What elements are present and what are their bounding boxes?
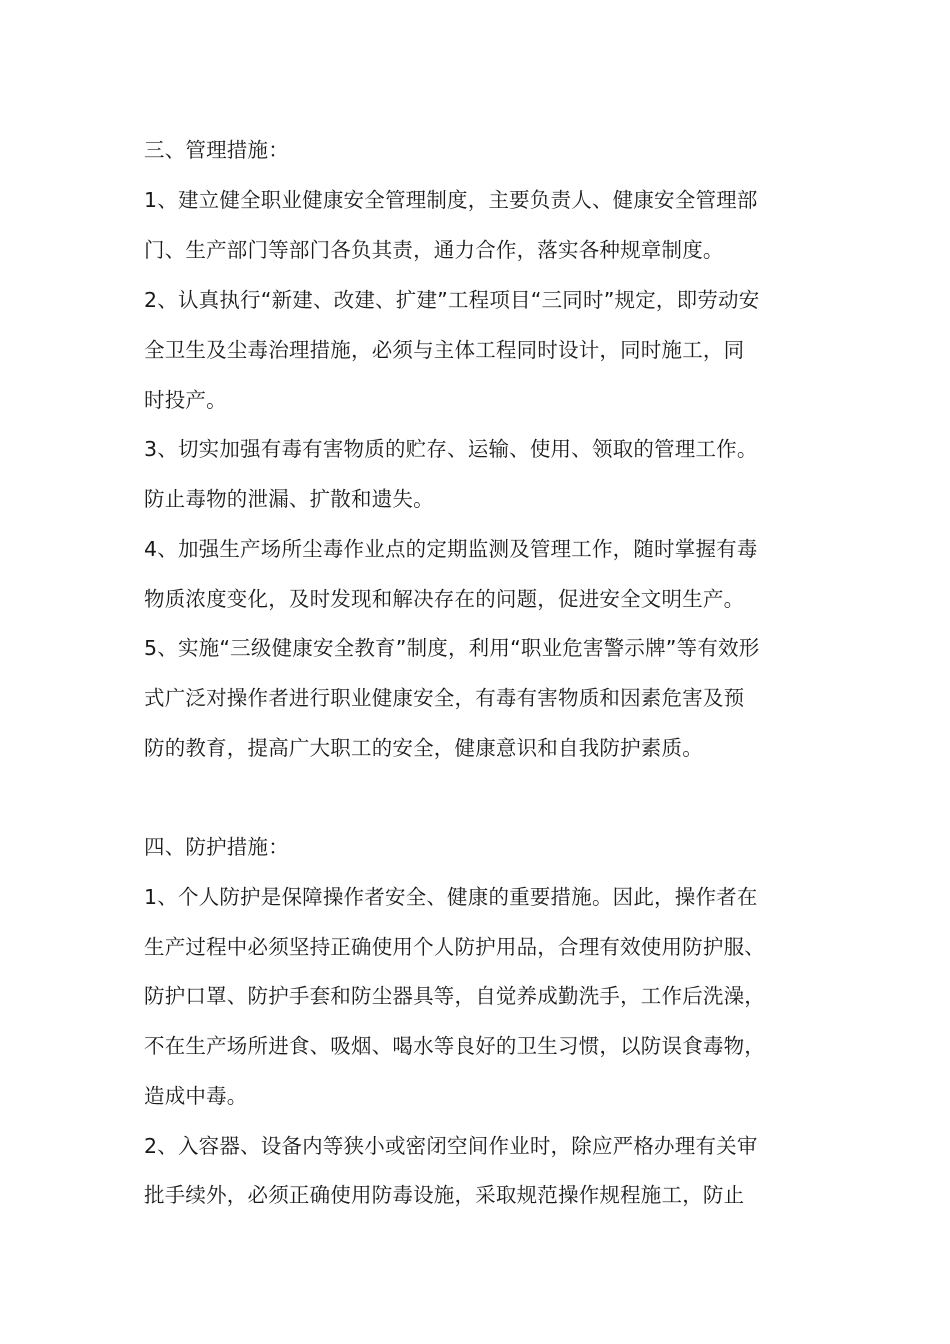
- paragraph-line: 3、切实加强有毒有害物质的贮存、运输、使用、领取的管理工作。: [144, 437, 758, 461]
- paragraph-line: 不在生产场所进食、吸烟、喝水等良好的卫生习惯，以防误食毒物，: [144, 1034, 765, 1058]
- paragraph-line: 1、建立健全职业健康安全管理制度，主要负责人、健康安全管理部: [144, 188, 758, 212]
- paragraph-line: 2、入容器、设备内等狭小或密闭空间作业时，除应严格办理有关审: [144, 1134, 758, 1158]
- paragraph-line: 生产过程中必须坚持正确使用个人防护用品，合理有效使用防护服、: [144, 935, 765, 959]
- paragraph-line: 全卫生及尘毒治理措施，必须与主体工程同时设计，同时施工，同: [144, 338, 745, 362]
- paragraph-line: 2、认真执行“新建、改建、扩建”工程项目“三同时”规定，即劳动安: [144, 288, 760, 312]
- paragraph-line: 防止毒物的泄漏、扩散和遗失。: [144, 487, 434, 511]
- paragraph-line: 5、实施“三级健康安全教育”制度，利用“职业危害警示牌”等有效形: [144, 636, 760, 660]
- paragraph-line: 防的教育，提高广大职工的安全，健康意识和自我防护素质。: [144, 736, 703, 760]
- paragraph-line: 4、加强生产场所尘毒作业点的定期监测及管理工作，随时掌握有毒: [144, 537, 758, 561]
- paragraph-line: 批手续外，必须正确使用防毒设施，采取规范操作规程施工，防止: [144, 1183, 745, 1207]
- paragraph-line: 门、生产部门等部门各负其责，通力合作，落实各种规章制度。: [144, 238, 724, 262]
- paragraph-line: 1、个人防护是保障操作者安全、健康的重要措施。因此，操作者在: [144, 885, 758, 909]
- section-heading-protection: 四、防护措施：: [144, 835, 289, 859]
- paragraph-line: 物质浓度变化，及时发现和解决存在的问题，促进安全文明生产。: [144, 587, 745, 611]
- paragraph-line: 造成中毒。: [144, 1084, 248, 1108]
- paragraph-line: 时投产。: [144, 388, 227, 412]
- section-heading-management: 三、管理措施：: [144, 138, 289, 162]
- paragraph-line: 式广泛对操作者进行职业健康安全，有毒有害物质和因素危害及预: [144, 686, 745, 710]
- paragraph-line: 防护口罩、防护手套和防尘器具等，自觉养成勤洗手，工作后洗澡，: [144, 984, 765, 1008]
